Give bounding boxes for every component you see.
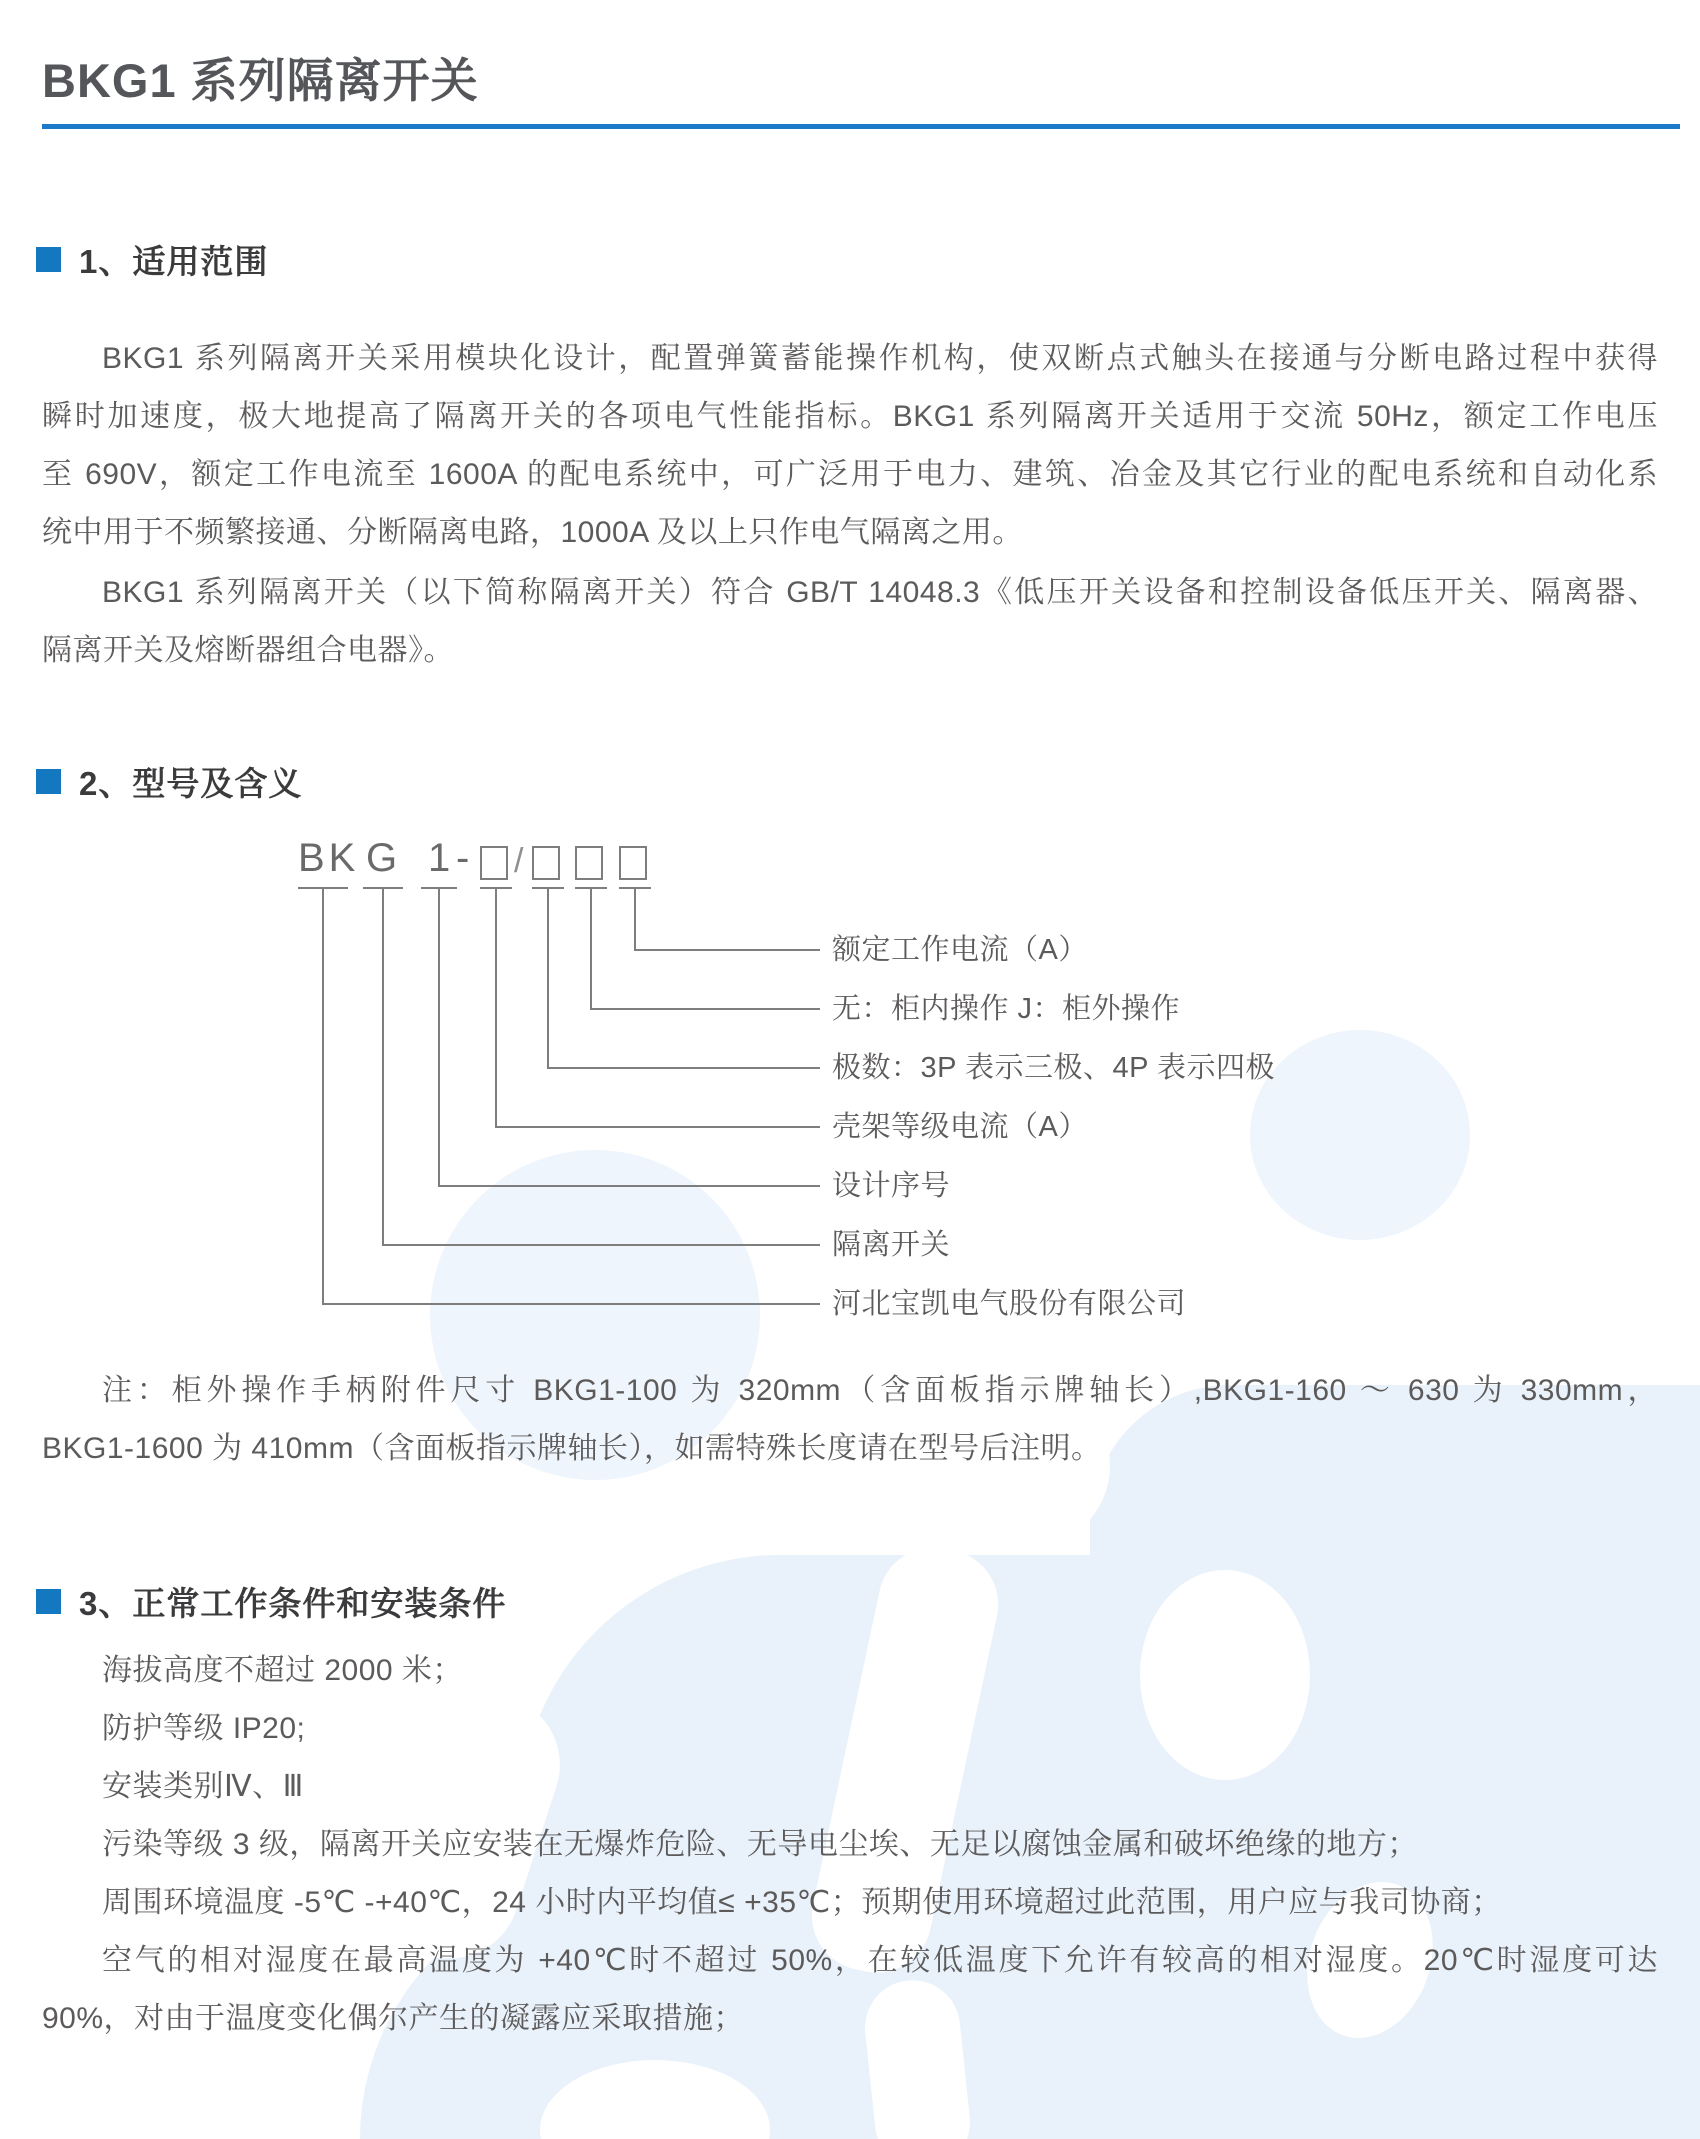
text-line: 统中用于不频繁接通、分断隔离电路，1000A 及以上只作电气隔离之用。 — [42, 516, 1023, 549]
model-code-type: G — [366, 836, 398, 880]
text-line: 至 690V，额定工作电流至 1600A 的配电系统中，可广泛用于电力、建筑、冶金及其它行业的配电系统和自动化系 — [42, 458, 1658, 491]
condition-line: 污染等级 3 级，隔离开关应安装在无爆炸危险、无导电尘埃、无足以腐蚀金属和破坏绝缘的地方； — [102, 1828, 1418, 1861]
condition-line: 安装类别Ⅳ、Ⅲ — [102, 1770, 304, 1803]
model-code-box — [619, 846, 647, 880]
text-line: BKG1 系列隔离开关（以下简称隔离开关）符合 GB/T 14048.3《低压开关设备和控制设备低压开关、隔离器、 — [102, 576, 1658, 609]
diagram-label-operation-type: 无：柜内操作 J：柜外操作 — [832, 993, 1181, 1025]
section-heading-text: 1、适用范围 — [79, 243, 269, 280]
diagram-label-company: 河北宝凯电气股份有限公司 — [832, 1288, 1187, 1320]
blue-square-bullet — [36, 769, 61, 794]
page-title: BKG1 系列隔离开关 — [42, 54, 479, 107]
text-line: 瞬时加速度，极大地提高了隔离开关的各项电气性能指标。BKG1 系列隔离开关适用于交流 50Hz，额定工作电压 — [42, 400, 1658, 433]
scope-paragraph-2 — [42, 564, 1658, 680]
diagram-label-rated-current: 额定工作电流（A） — [832, 934, 1088, 966]
diagram-label-design-serial: 设计序号 — [832, 1170, 951, 1202]
model-code-design: 1 — [428, 836, 451, 880]
diagram-lines — [0, 840, 1700, 1345]
text-line: BKG1 系列隔离开关采用模块化设计，配置弹簧蓄能操作机构，使双断点式触头在接通与分断电路过程中获得 — [102, 342, 1658, 375]
diagram-label-switch-type: 隔离开关 — [832, 1229, 951, 1261]
text-line: 隔离开关及熔断器组合电器》。 — [42, 634, 454, 667]
model-code-box — [532, 846, 560, 880]
condition-line: 防护等级 IP20; — [102, 1712, 306, 1745]
model-code-box — [575, 846, 603, 880]
condition-line: 海拔高度不超过 2000 米； — [102, 1654, 463, 1687]
condition-line: 周围环境温度 -5℃ -+40℃，24 小时内平均值≤ +35℃；预期使用环境超过此范围，用户应与我司协商； — [102, 1886, 1502, 1919]
blue-square-bullet — [36, 247, 61, 272]
model-code-slash: / — [514, 842, 524, 880]
section-heading-text: 2、型号及含义 — [79, 765, 303, 802]
condition-line: 空气的相对湿度在最高温度为 +40℃时不超过 50%，在较低温度下允许有较高的相对湿度。20℃时湿度可达 — [102, 1944, 1658, 1977]
model-designation-diagram — [0, 836, 1700, 1345]
scope-paragraph-1 — [42, 330, 1658, 562]
section-heading-model — [36, 758, 302, 805]
section-heading-text: 3、正常工作条件和安装条件 — [79, 1585, 507, 1622]
title-underline — [42, 124, 1680, 129]
condition-line: 90%，对由于温度变化偶尔产生的凝露应采取措施； — [42, 2002, 745, 2035]
model-code-prefix: BK — [298, 836, 360, 880]
section-heading-conditions — [36, 1578, 506, 1625]
text-line: BKG1-1600 为 410mm（含面板指示牌轴长），如需特殊长度请在型号后注明。 — [42, 1432, 1102, 1465]
section-heading-scope — [36, 236, 268, 283]
model-code-dash: - — [456, 836, 470, 880]
diagram-label-frame-current: 壳架等级电流（A） — [832, 1111, 1088, 1143]
model-code-box — [480, 846, 508, 880]
blue-square-bullet — [36, 1589, 61, 1614]
diagram-label-poles: 极数：3P 表示三极、4P 表示四极 — [832, 1052, 1276, 1084]
conditions-list — [42, 1642, 1658, 2048]
model-note — [42, 1362, 1658, 1478]
text-line: 注：柜外操作手柄附件尺寸 BKG1-100 为 320mm（含面板指示牌轴长）,BKG1-160 ～ 630 为 330mm， — [102, 1374, 1658, 1407]
